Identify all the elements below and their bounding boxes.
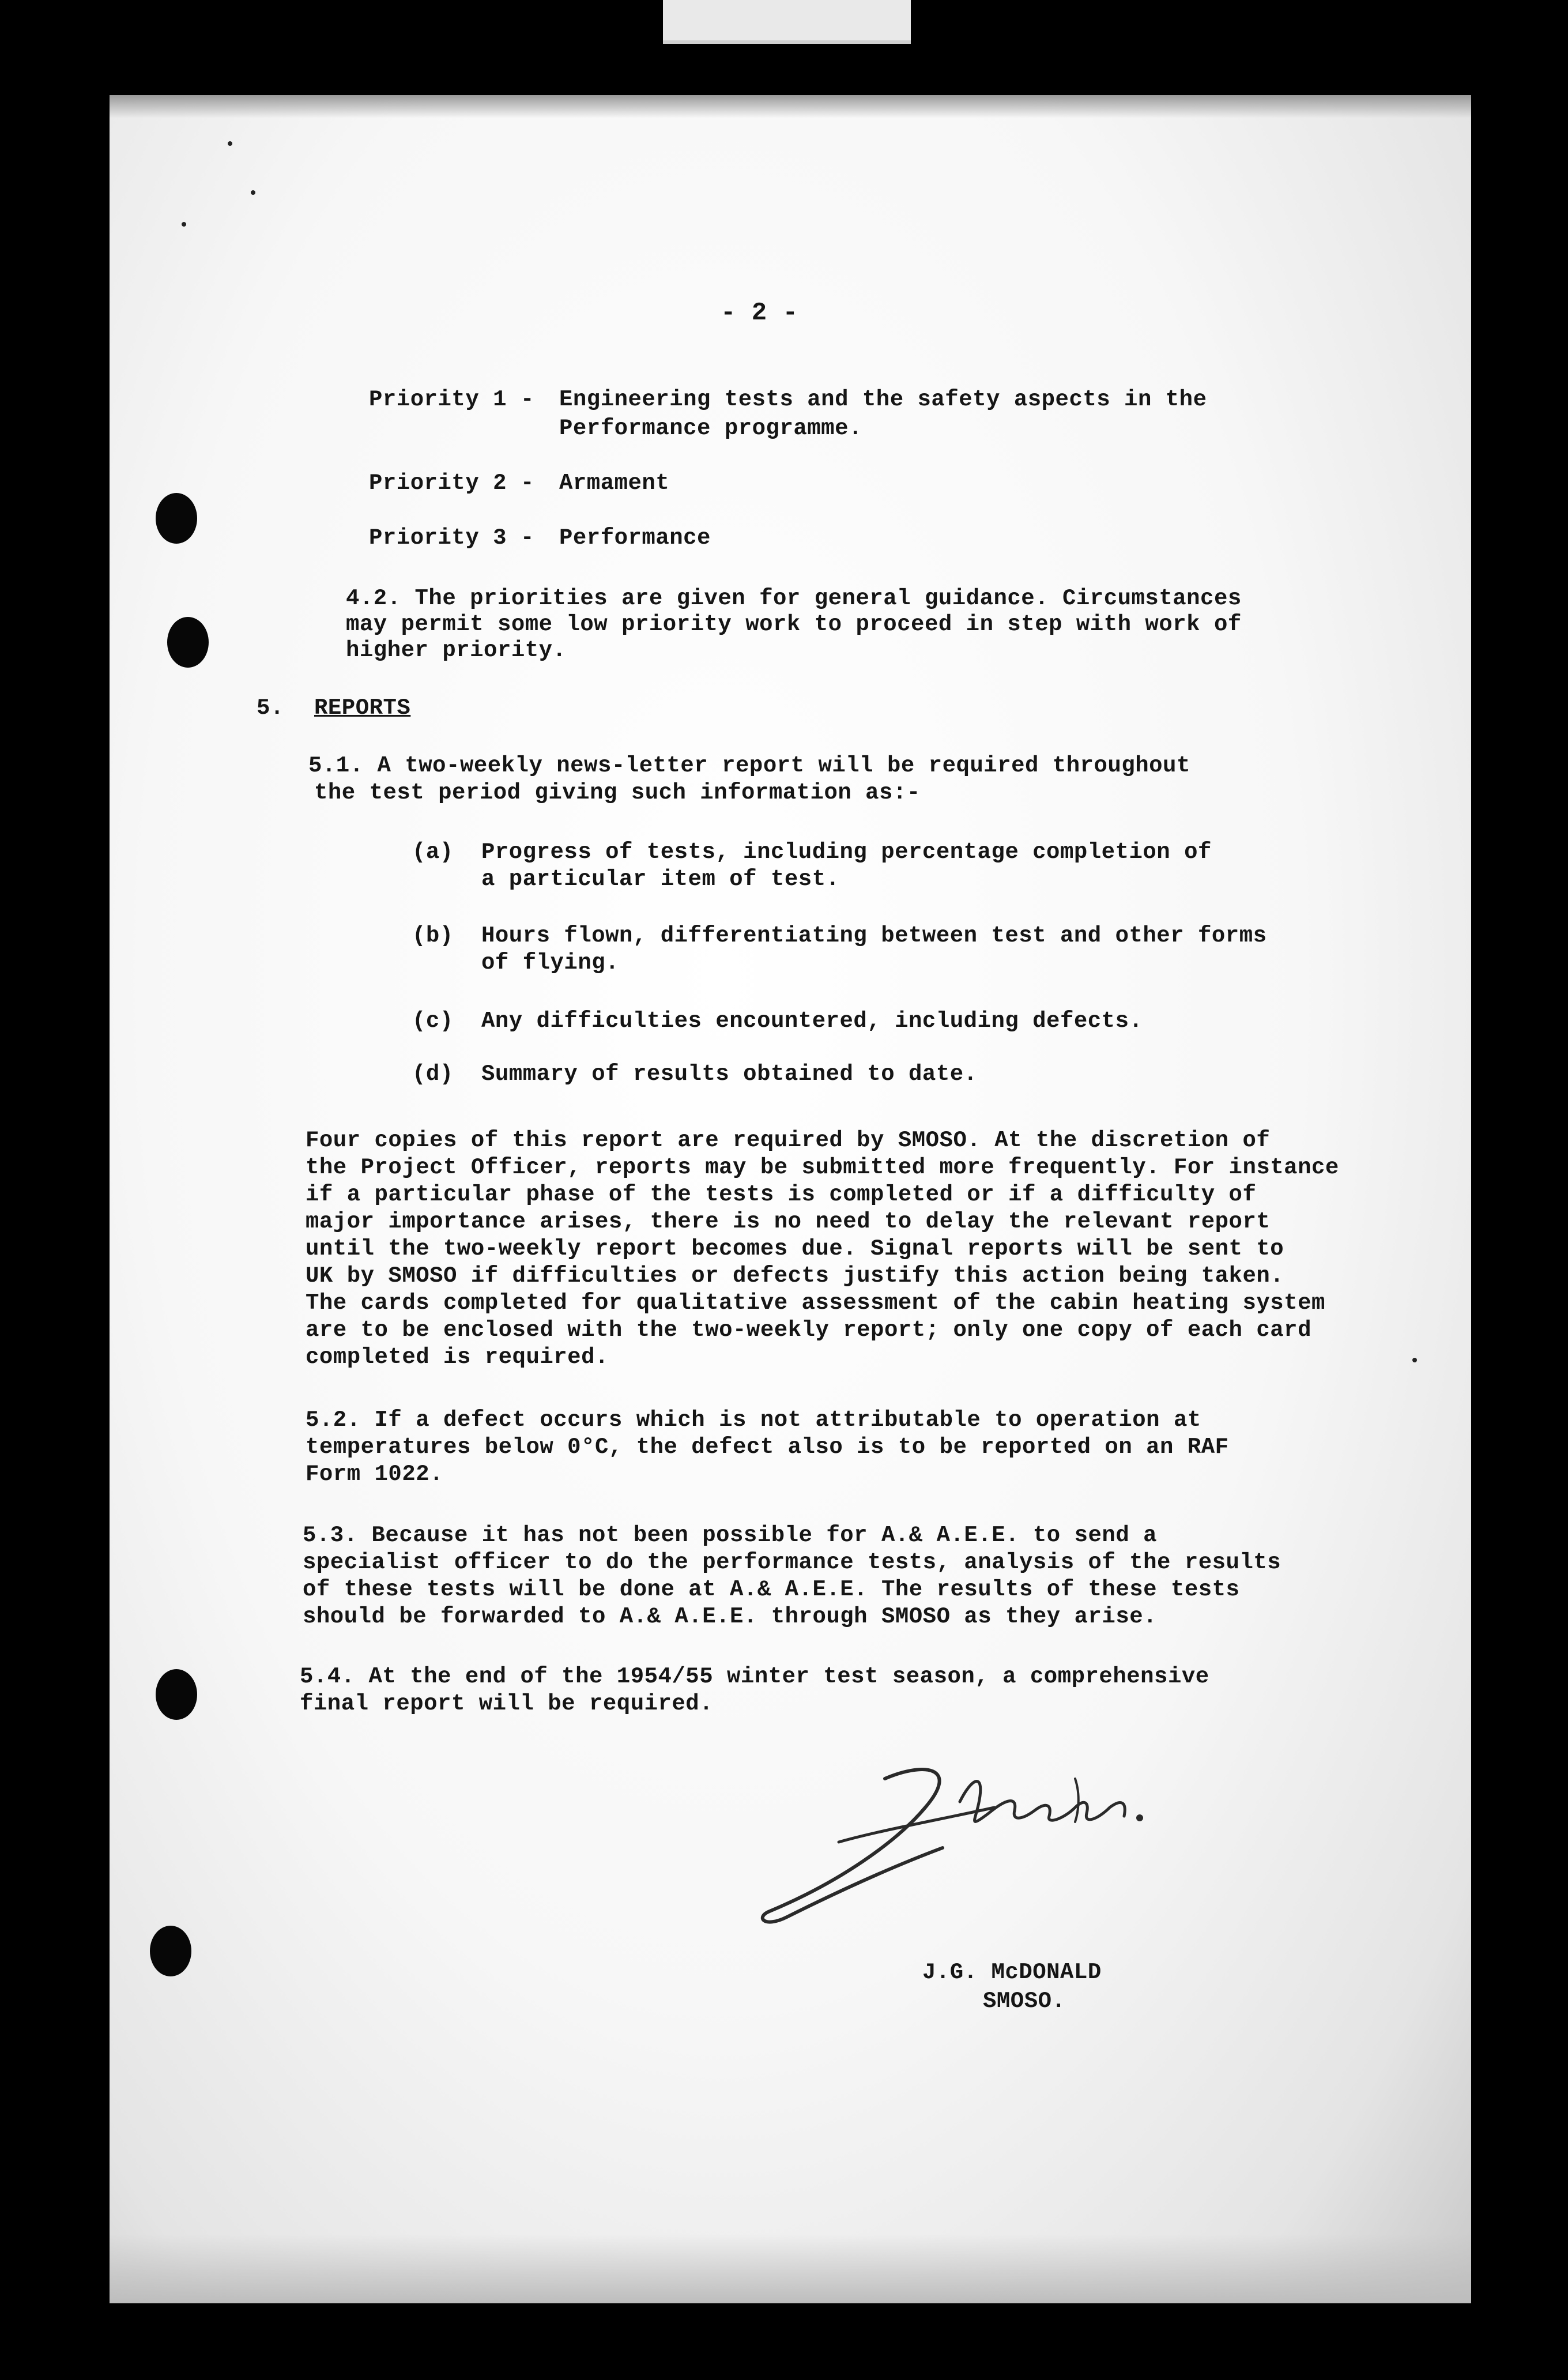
punch-hole	[150, 1926, 191, 1976]
para-5-2-line1: 5.2. If a defect occurs which is not attributable to operation at	[306, 1407, 1201, 1433]
top-tab-strip	[663, 0, 911, 44]
punch-hole	[156, 1669, 197, 1720]
para-4-2-line3: higher priority.	[346, 638, 567, 663]
page-number: - 2 -	[721, 299, 798, 327]
page-edge-shadow-bottom	[110, 2234, 1471, 2303]
list-item-c-label: (c)	[412, 1008, 454, 1034]
priority-3-label: Priority 3 -	[369, 525, 534, 551]
scan-speck	[182, 222, 186, 227]
signatory-title: SMOSO.	[983, 1989, 1066, 2014]
list-item-a-label: (a)	[412, 839, 454, 865]
para-5-2-line2: temperatures below 0°C, the defect also is to be reported on an RAF	[306, 1434, 1229, 1460]
list-item-d-line1: Summary of results obtained to date.	[481, 1061, 978, 1087]
para-5-1-line2: the test period giving such information as:-	[314, 780, 921, 805]
para-5-3-line1: 5.3. Because it has not been possible for A.& A.E.E. to send a	[303, 1523, 1158, 1548]
para-copies-line6: UK by SMOSO if difficulties or defects justify this action being taken.	[306, 1263, 1284, 1289]
para-5-4-line1: 5.4. At the end of the 1954/55 winter test season, a comprehensive	[300, 1664, 1209, 1689]
para-copies-line3: if a particular phase of the tests is completed or if a difficulty of	[306, 1182, 1257, 1207]
list-item-b-line1: Hours flown, differentiating between test and other forms	[481, 923, 1267, 948]
list-item-d-label: (d)	[412, 1061, 454, 1087]
para-5-4-line2: final report will be required.	[300, 1691, 714, 1716]
section-5-title: REPORTS	[314, 695, 411, 721]
priority-1-text-line1: Engineering tests and the safety aspects in the	[559, 387, 1207, 412]
document-page	[110, 95, 1471, 2303]
list-item-c-line1: Any difficulties encountered, including defects.	[481, 1008, 1143, 1034]
para-copies-line9: completed is required.	[306, 1345, 609, 1370]
para-4-2-line2: may permit some low priority work to proceed in step with work of	[346, 612, 1242, 637]
priority-1-label: Priority 1 -	[369, 387, 534, 412]
priority-2-label: Priority 2 -	[369, 470, 534, 496]
para-copies-line1: Four copies of this report are required by SMOSO. At the discretion of	[306, 1128, 1271, 1153]
list-item-b-line2: of flying.	[481, 950, 620, 976]
para-5-2-line3: Form 1022.	[306, 1462, 444, 1487]
para-5-3-line2: specialist officer to do the performance tests, analysis of the results	[303, 1550, 1281, 1575]
punch-hole	[156, 493, 197, 544]
scan-speck	[228, 141, 232, 146]
list-item-a-line2: a particular item of test.	[481, 867, 840, 892]
page-edge-shadow-top	[110, 95, 1471, 118]
para-5-1-line1: 5.1. A two-weekly news-letter report will be required throughout	[308, 753, 1190, 778]
punch-hole	[167, 617, 209, 668]
list-item-a-line1: Progress of tests, including percentage completion of	[481, 839, 1212, 865]
signatory-name: J.G. McDONALD	[922, 1960, 1102, 1985]
para-copies-line8: are to be enclosed with the two-weekly report; only one copy of each card	[306, 1317, 1311, 1343]
section-5-number: 5.	[257, 695, 284, 721]
scan-speck	[251, 190, 255, 195]
para-copies-line5: until the two-weekly report becomes due. Signal reports will be sent to	[306, 1236, 1284, 1261]
priority-1-text-line2: Performance programme.	[559, 416, 862, 441]
para-5-3-line4: should be forwarded to A.& A.E.E. through SMOSO as they arise.	[303, 1604, 1158, 1629]
priority-3-text: Performance	[559, 525, 711, 551]
para-4-2-line1: 4.2. The priorities are given for general guidance. Circumstances	[346, 586, 1242, 611]
para-copies-line7: The cards completed for qualitative assessment of the cabin heating system	[306, 1290, 1325, 1316]
priority-2-text: Armament	[559, 470, 670, 496]
para-copies-line4: major importance arises, there is no need to delay the relevant report	[306, 1209, 1271, 1234]
scan-speck	[1412, 1358, 1417, 1362]
para-copies-line2: the Project Officer, reports may be submitted more frequently. For instance	[306, 1155, 1339, 1180]
para-5-3-line3: of these tests will be done at A.& A.E.E. The results of these tests	[303, 1577, 1240, 1602]
handwritten-signature	[752, 1744, 1150, 1963]
list-item-b-label: (b)	[412, 923, 454, 948]
